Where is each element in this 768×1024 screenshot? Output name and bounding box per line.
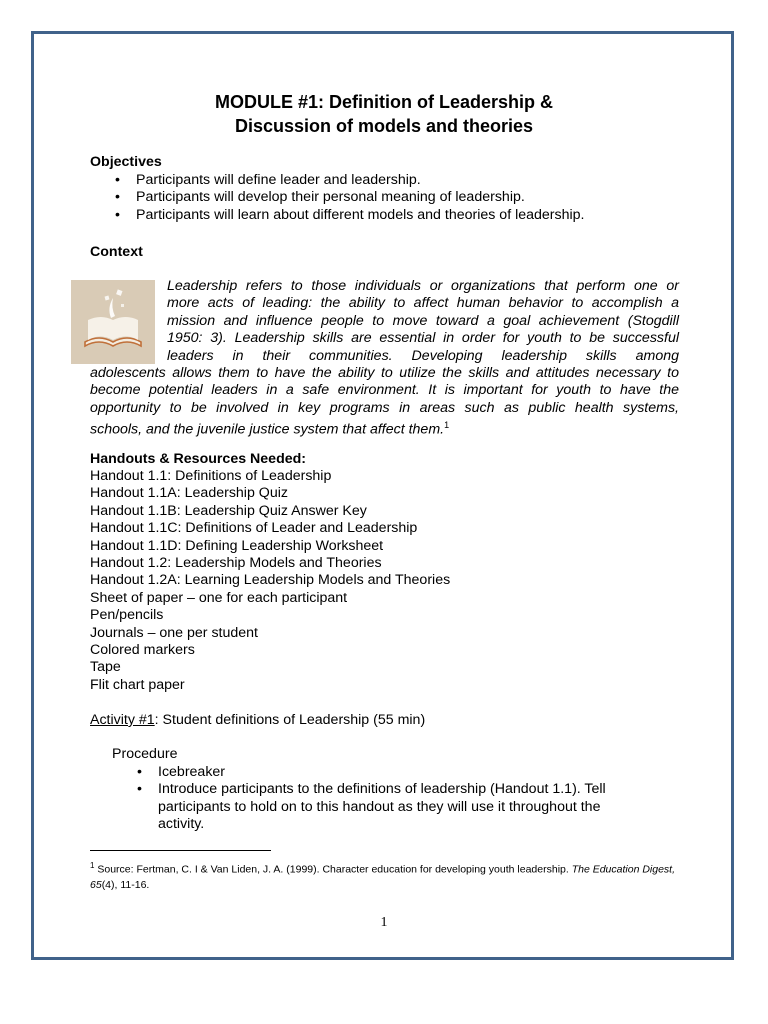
footnote	[90, 858, 680, 893]
activity-heading	[90, 712, 425, 729]
objectives-list	[115, 172, 584, 224]
objective-item: • Participants will define leader and leadership.	[115, 172, 584, 189]
title-line-1: MODULE #1: Definition of Leadership &	[214, 92, 554, 112]
objective-item: • Participants will learn about different models and theories of leadership.	[115, 207, 584, 224]
handout-item: Handout 1.2: Leadership Models and Theories	[90, 555, 382, 572]
context-line: opportunity to be involved in key programs in areas such as public health systems,	[90, 399, 679, 416]
context-line: more acts of leading: the ability to affect human behavior to accomplish a	[167, 295, 679, 312]
procedure-heading: Procedure	[112, 746, 178, 762]
context-line: adolescents allows them to have the ability to utilize the skills and attitudes necessary to	[90, 365, 679, 381]
procedure-list	[137, 764, 606, 834]
activity-label: Activity #1	[90, 712, 155, 728]
context-heading: Context	[90, 244, 143, 260]
objective-item: • Participants will develop their personal meaning of leadership.	[115, 189, 584, 206]
handout-item: Colored markers	[90, 642, 195, 659]
context-line: Leadership refers to those individuals or organizations that perform one or	[167, 278, 679, 294]
handout-item: Handout 1.1C: Definitions of Leader and Leadership	[90, 520, 418, 537]
context-line: schools, and the juvenile justice system that affect them.	[90, 421, 445, 438]
handout-item: Flit chart paper	[90, 676, 185, 693]
title-line-2: Discussion of models and theories	[234, 116, 534, 136]
context-line: 1950: 3). Leadership skills are essential in order for youth to be successful	[167, 330, 679, 347]
page-number: 1	[380, 915, 388, 930]
context-line: become potential leaders in a safe environment. It is important for youth to have the	[90, 382, 679, 399]
footnote-issue: (4), 11-16.	[101, 878, 150, 891]
procedure-step	[137, 781, 606, 833]
handout-item: Tape	[90, 659, 121, 676]
handout-item: Sheet of paper – one for each participant	[90, 589, 348, 606]
context-line: mission and influence people to move toward a goal achievement (Stogdill	[167, 312, 679, 329]
handout-item: Handout 1.1B: Leadership Quiz Answer Key	[90, 502, 367, 519]
handouts-heading: Handouts & Resources Needed:	[90, 451, 307, 467]
handout-item: Journals – one per student	[90, 624, 258, 641]
handout-item: Handout 1.1A: Leadership Quiz	[90, 485, 288, 502]
open-book-icon	[71, 280, 155, 364]
procedure-step-line: • Introduce participants to the definitions of leadership (Handout 1.1). Tell	[158, 781, 606, 798]
activity-text: : Student definitions of Leadership (55 min)	[154, 712, 426, 728]
procedure-step-line: participants to hold on to this handout as they will use it throughout the	[158, 798, 601, 815]
context-last-line	[90, 417, 449, 439]
objectives-heading: Objectives	[90, 154, 162, 170]
footnote-text: Source: Fertman, C. I & Van Liden, J. A. (1999). Character education for developing youth leadership.	[97, 863, 569, 876]
context-line: leaders in their communities. Developing leadership skills among	[167, 347, 679, 364]
footnote-number: 1	[90, 861, 95, 870]
handout-item: Handout 1.1: Definitions of Leadership	[90, 468, 332, 484]
handout-item: Pen/pencils	[90, 607, 164, 624]
footnote-divider	[90, 850, 271, 851]
procedure-step-line: activity.	[158, 816, 205, 833]
procedure-step: • Icebreaker	[137, 764, 606, 781]
footnote-journal: The Education Digest, 65	[90, 863, 676, 891]
footnote-ref: 1	[444, 420, 450, 431]
handouts-list	[90, 468, 450, 694]
handout-item: Handout 1.2A: Learning Leadership Models and Theories	[90, 572, 451, 589]
page-title	[0, 90, 768, 138]
handout-item: Handout 1.1D: Defining Leadership Worksheet	[90, 537, 384, 554]
